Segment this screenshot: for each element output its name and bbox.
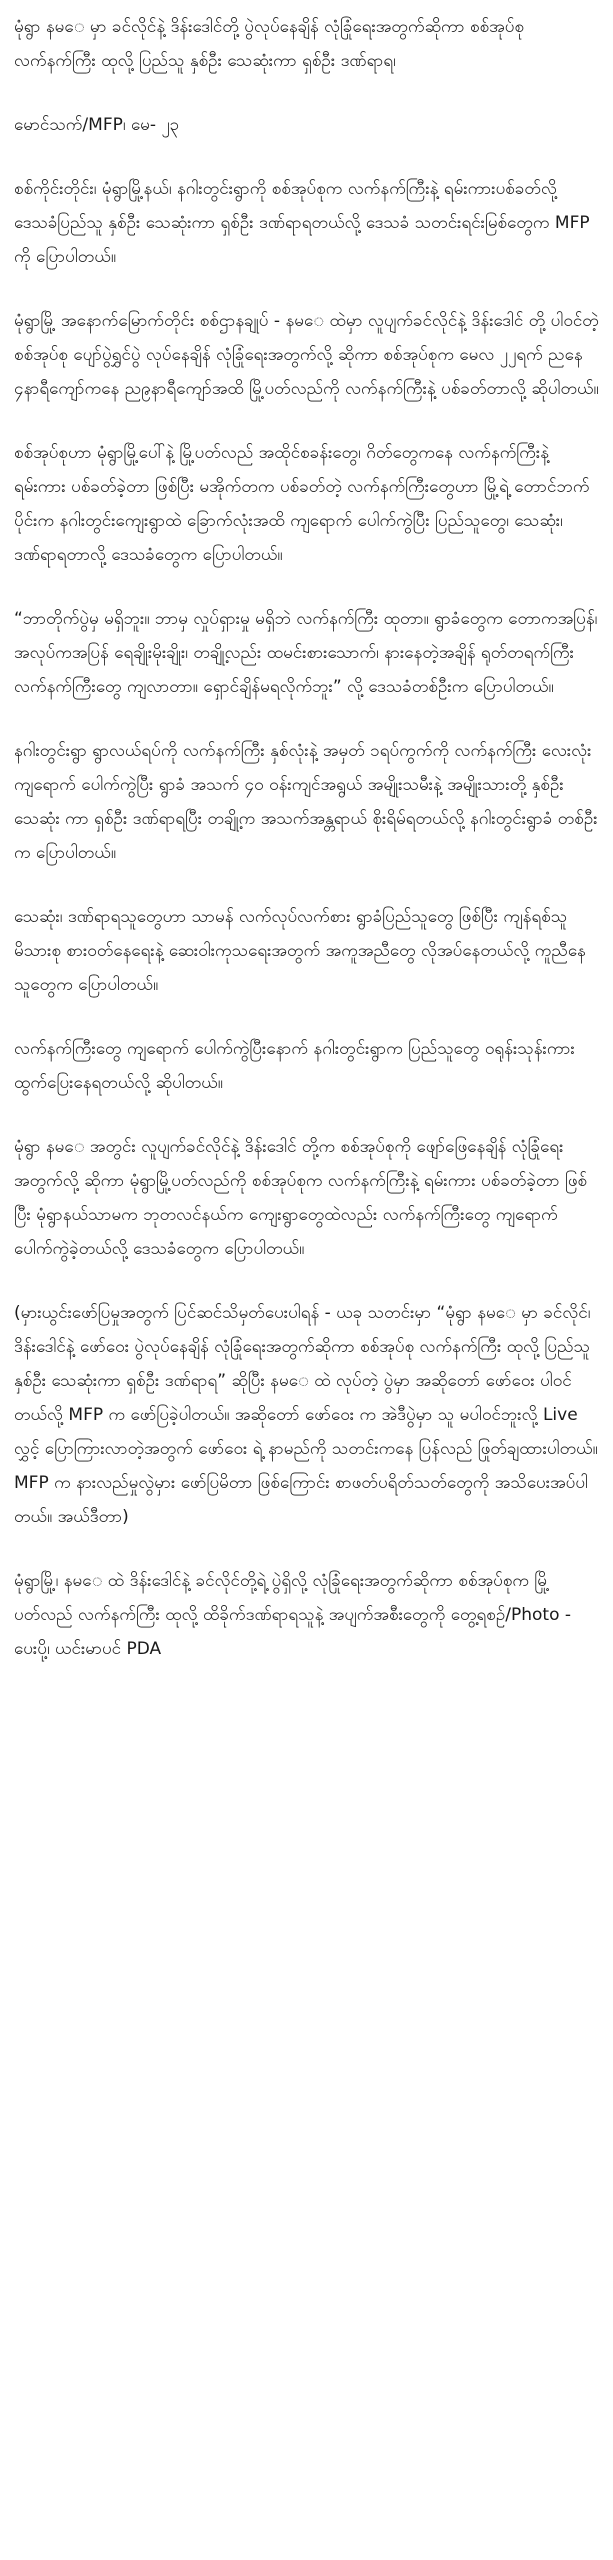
editor-correction-note: (မှားယွင်းဖော်ပြမှုအတွက် ပြင်ဆင်သိမှတ်ပေးပါရန် - ယခု သတင်းမှာ “မုံရွာ နမ‌ေ မှာ ခင်လိုင်၊ ဒိန်းဒေါင်နဲ့ ဖော်ဝေး ပွဲလုပ်နေချိန် လုံခြုံရေးအတွက်ဆိုကာ စစ်အုပ်စု လက်နက်ကြီး ထုလို့ ပြည်သူ နှစ်ဦး သေဆုံးကာ ရှစ်ဦး ဒဏ်ရာရ” ဆိုပြီး နမ‌ေ ထဲ လုပ်တဲ့ ပွဲမှာ အဆိုတော် ဖော်ဝေး ပါဝင်တယ်လို့ MFP က ဖော်ပြခဲ့ပါတယ်။ အဆိုတော် ဖော်ဝေး က အဲဒီပွဲမှာ သူ မပါဝင်ဘူးလို့ Live လွှင့် ပြောကြားလာတဲ့အတွက် ဖော်ဝေး ရဲ့ နာမည်ကို သတင်းကနေ ပြန်လည် ဖြုတ်ချထားပါတယ်။ MFP က နားလည်မှုလွဲမှား ဖော်ပြမိတာ ဖြစ်ကြောင်း စာဖတ်ပရိတ်သတ်တွေကို အသိပေးအပ်ပါတယ်။ အယ်ဒီတာ) [14, 1303, 598, 1527]
article-headline: မုံရွာ နမ‌ေ မှာ ခင်လိုင်နဲ့ ဒိန်းဒေါင်တို့ ပွဲလုပ်နေချိန် လုံခြုံရေးအတွက်ဆိုကာ စစ်အုပ်စု လက်နက်ကြီး ထုလို့ ပြည်သူ နှစ်ဦး သေဆုံးကာ ရှစ်ဦး ဒဏ်ရာရ၊ [14, 17, 525, 71]
article-paragraph: နဂါးတွင်းရွာ ရွာလယ်ရပ်ကို လက်နက်ကြီး နှစ်လုံးနဲ့ အမှတ် ၁ရပ်ကွက်ကို လက်နက်ကြီး လေးလုံး ကျရောက် ပေါက်ကွဲပြီး ရွာခံ အသက် ၄၀ ဝန်းကျင်အရွယ် အမျိုးသမီးနဲ့ အမျိုးသားတို့ နှစ်ဦး သေဆုံး ကာ ရှစ်ဦး ဒဏ်ရာရပြီး တချို့က အသက်အန္တရာယ် စိုးရိမ်ရတယ်လို့ နဂါးတွင်းရွာခံ တစ်ဦးက ပြောပါတယ်။ [14, 741, 598, 863]
article-paragraph: စစ်ကိုင်းတိုင်း၊ မုံရွာမြို့နယ်၊ နဂါးတွင်းရွာကို စစ်အုပ်စုက လက်နက်ကြီးနဲ့ ရမ်းကားပစ်ခတ်လို့ ဒေသခံပြည်သူ နှစ်ဦး သေဆုံးကာ ရှစ်ဦး ဒဏ်ရာရတယ်လို့ ဒေသခံ သတင်းရင်းမြစ်တွေက MFP ကို ပြောပါတယ်။ [14, 179, 590, 267]
photo-caption: မုံရွာမြို့၊ နမ‌ေ ထဲ ဒိန်းဒေါင်နဲ့ ခင်လိုင်တို့ရဲ့ ပွဲရှိလို့ လုံခြုံရေးအတွက်ဆိုကာ စစ်အုပ်စုက မြို့ပတ်လည် လက်နက်ကြီး ထုလို့ ထိခိုက်ဒဏ်ရာရသူနဲ့ အပျက်အစီးတွေကို တွေ့ရစဉ်/Photo - ပေးပို့၊ ယင်းမာပင် PDA [14, 1571, 572, 1659]
article-paragraph: လက်နက်ကြီးတွေ ကျရောက် ပေါက်ကွဲပြီးနောက် နဂါးတွင်းရွာက ပြည်သူတွေ ဝရုန်းသုန်းကား ထွက်ပြေးနေရတယ်လို့ ဆိုပါတယ်။ [14, 1039, 575, 1093]
article-paragraph: မုံရွာ နမ‌ေ အတွင်း လူပျက်ခင်လိုင်နဲ့ ဒိန်းဒေါင် တို့က စစ်အုပ်စုကို ဖျော်ဖြေနေချိန် လုံခြုံရေးအတွက်လို့ ဆိုကာ မုံရွာမြို့ပတ်လည်ကို စစ်အုပ်စုက လက်နက်ကြီးနဲ့ ရမ်းကား ပစ်ခတ်ခဲ့တာ ဖြစ်ပြီး မုံရွာနယ်သာမက ဘုတလင်နယ်က ကျေးရွာတွေထဲလည်း လက်နက်ကြီးတွေ ကျရောက် ပေါက်ကွဲခဲ့တယ်လို့ ဒေသခံတွေက ပြောပါတယ်။ [14, 1137, 588, 1259]
article-byline: မောင်သက်/MFP၊ မေ- ၂၃ [14, 115, 180, 135]
article-paragraph: မုံရွာမြို့ အနောက်မြောက်တိုင်း စစ်ဌာနချုပ် - နမ‌ေ ထဲမှာ လူပျက်ခင်လိုင်နဲ့ ဒိန်းဒေါင် တို့ ပါဝင်တဲ့ စစ်အုပ်စု ပျော်ပွဲရွှင်ပွဲ လုပ်နေချိန် လုံခြုံရေးအတွက်လို့ ဆိုကာ စစ်အုပ်စုက မေလ ၂၂ရက် ညနေ ၄နာရီကျော်ကနေ ည၉နာရီကျော်အထိ မြို့ပတ်လည်ကို လက်နက်ကြီးနဲ့ ပစ်ခတ်တာလို့ ဆိုပါတယ်။ [14, 311, 599, 399]
article-paragraph: စစ်အုပ်စုဟာ မုံရွာမြို့ပေါ်နဲ့ မြို့ပတ်လည် အထိုင်စခန်းတွေ၊ ဂိတ်တွေကနေ လက်နက်ကြီးနဲ့ ရမ်းကား ပစ်ခတ်ခဲ့တာ ဖြစ်ပြီး မအိုက်တက ပစ်ခတ်တဲ့ လက်နက်ကြီးတွေဟာ မြို့ရဲ့ တောင်ဘက်ပိုင်းက နဂါးတွင်းကျေးရွာထဲ ခြောက်လုံးအထိ ကျရောက် ပေါက်ကွဲပြီး ပြည်သူတွေ၊ သေဆုံး၊ ဒဏ်ရာရတာလို့ ဒေသခံတွေက ပြောပါတယ်။ [14, 443, 590, 565]
article-quote-paragraph: “ဘာတိုက်ပွဲမှ မရှိဘူး။ ဘာမှ လှုပ်ရှားမှု မရှိဘဲ လက်နက်ကြီး ထုတာ။ ရွာခံတွေက တောကအပြန်၊ အလုပ်ကအပြန် ရေချိုးမိုးချိုး၊ တချို့လည်း ထမင်းစားသောက်၊ နားနေတဲ့အချိန် ရုတ်တရက်ကြီး လက်နက်ကြီးတွေ ကျလာတာ။ ရှောင်ချိန်မရလိုက်ဘူး” လို့ ဒေသခံတစ်ဦးက ပြောပါတယ်။ [14, 609, 598, 697]
article-paragraph: သေဆုံး၊ ဒဏ်ရာရသူတွေဟာ သာမန် လက်လုပ်လက်စား ရွာခံပြည်သူတွေ ဖြစ်ပြီး ကျန်ရစ်သူ မိသားစု စားဝတ်နေရေးနဲ့ ဆေးဝါးကုသရေးအတွက် အကူအညီတွေ လိုအပ်နေတယ်လို့ ကူညီနေသူတွေက ပြောပါတယ်။ [14, 907, 586, 995]
